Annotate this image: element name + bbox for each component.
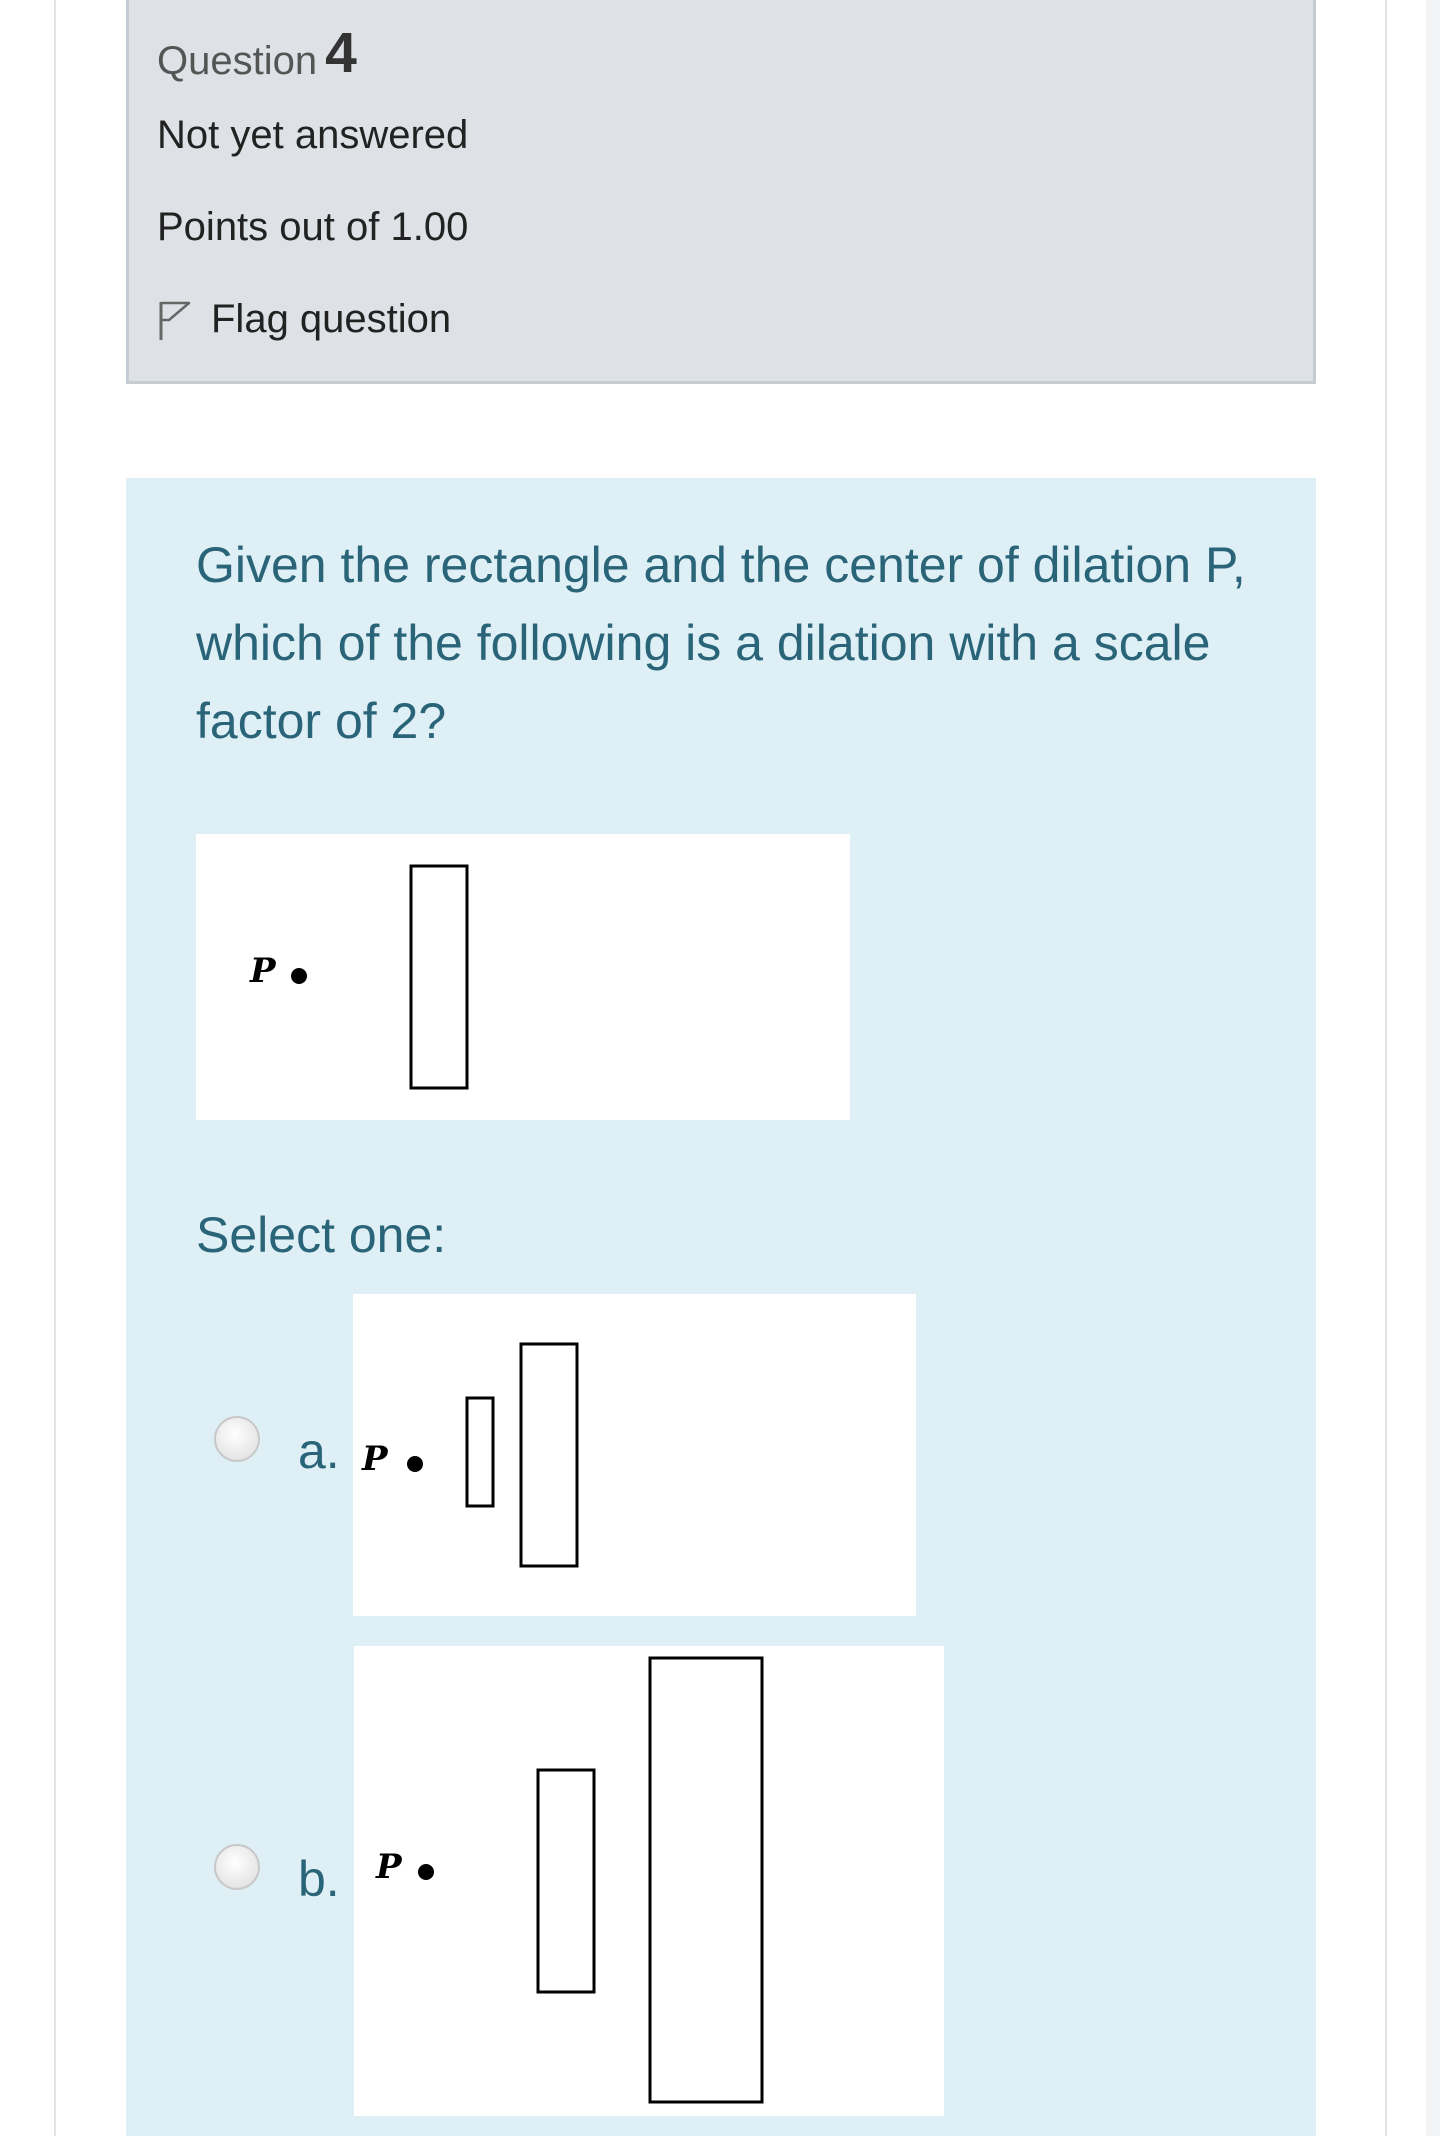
option-a-figure[interactable] (353, 1294, 916, 1616)
option-b-original-rectangle (538, 1770, 594, 1992)
option-b-figure[interactable] (354, 1646, 944, 2116)
question-text: Given the rectangle and the center of dilation P, which of the following is a dilation with a scale factor of 2? (196, 537, 1246, 749)
figure-point-label: P (250, 951, 276, 991)
option-a-small-rectangle (467, 1398, 493, 1506)
question-label: Question (157, 39, 318, 83)
option-a-drawing (353, 1294, 916, 1616)
option-a-center-point (407, 1456, 423, 1472)
question-state: Not yet answered (157, 113, 469, 157)
option-a-large-rectangle (521, 1344, 577, 1566)
question-info-panel (126, 0, 1316, 384)
flag-icon (157, 298, 191, 342)
original-rectangle (411, 866, 467, 1088)
option-b-point-label: P (376, 1847, 402, 1887)
question-grade: Points out of 1.00 (157, 205, 469, 249)
option-a-radio[interactable] (214, 1416, 260, 1462)
option-b-letter[interactable]: b. (298, 1851, 340, 1907)
question-figure-drawing (196, 834, 850, 1120)
select-one-prompt: Select one: (196, 1207, 447, 1263)
option-a-letter[interactable]: a. (298, 1423, 340, 1479)
question-content (126, 478, 1316, 2136)
flag-question-link[interactable] (157, 297, 451, 342)
option-a-point-label: P (362, 1439, 388, 1479)
scrollbar-gutter (1426, 0, 1440, 2136)
center-of-dilation-point (291, 968, 307, 984)
option-b-center-point (418, 1864, 434, 1880)
option-b-radio[interactable] (214, 1844, 260, 1890)
question-figure (196, 834, 850, 1120)
question-number (157, 22, 357, 88)
question-number-value: 4 (325, 21, 357, 85)
option-b-drawing (354, 1646, 944, 2116)
flag-question-label: Flag question (211, 297, 452, 341)
option-b-dilated-rectangle (650, 1658, 762, 2102)
